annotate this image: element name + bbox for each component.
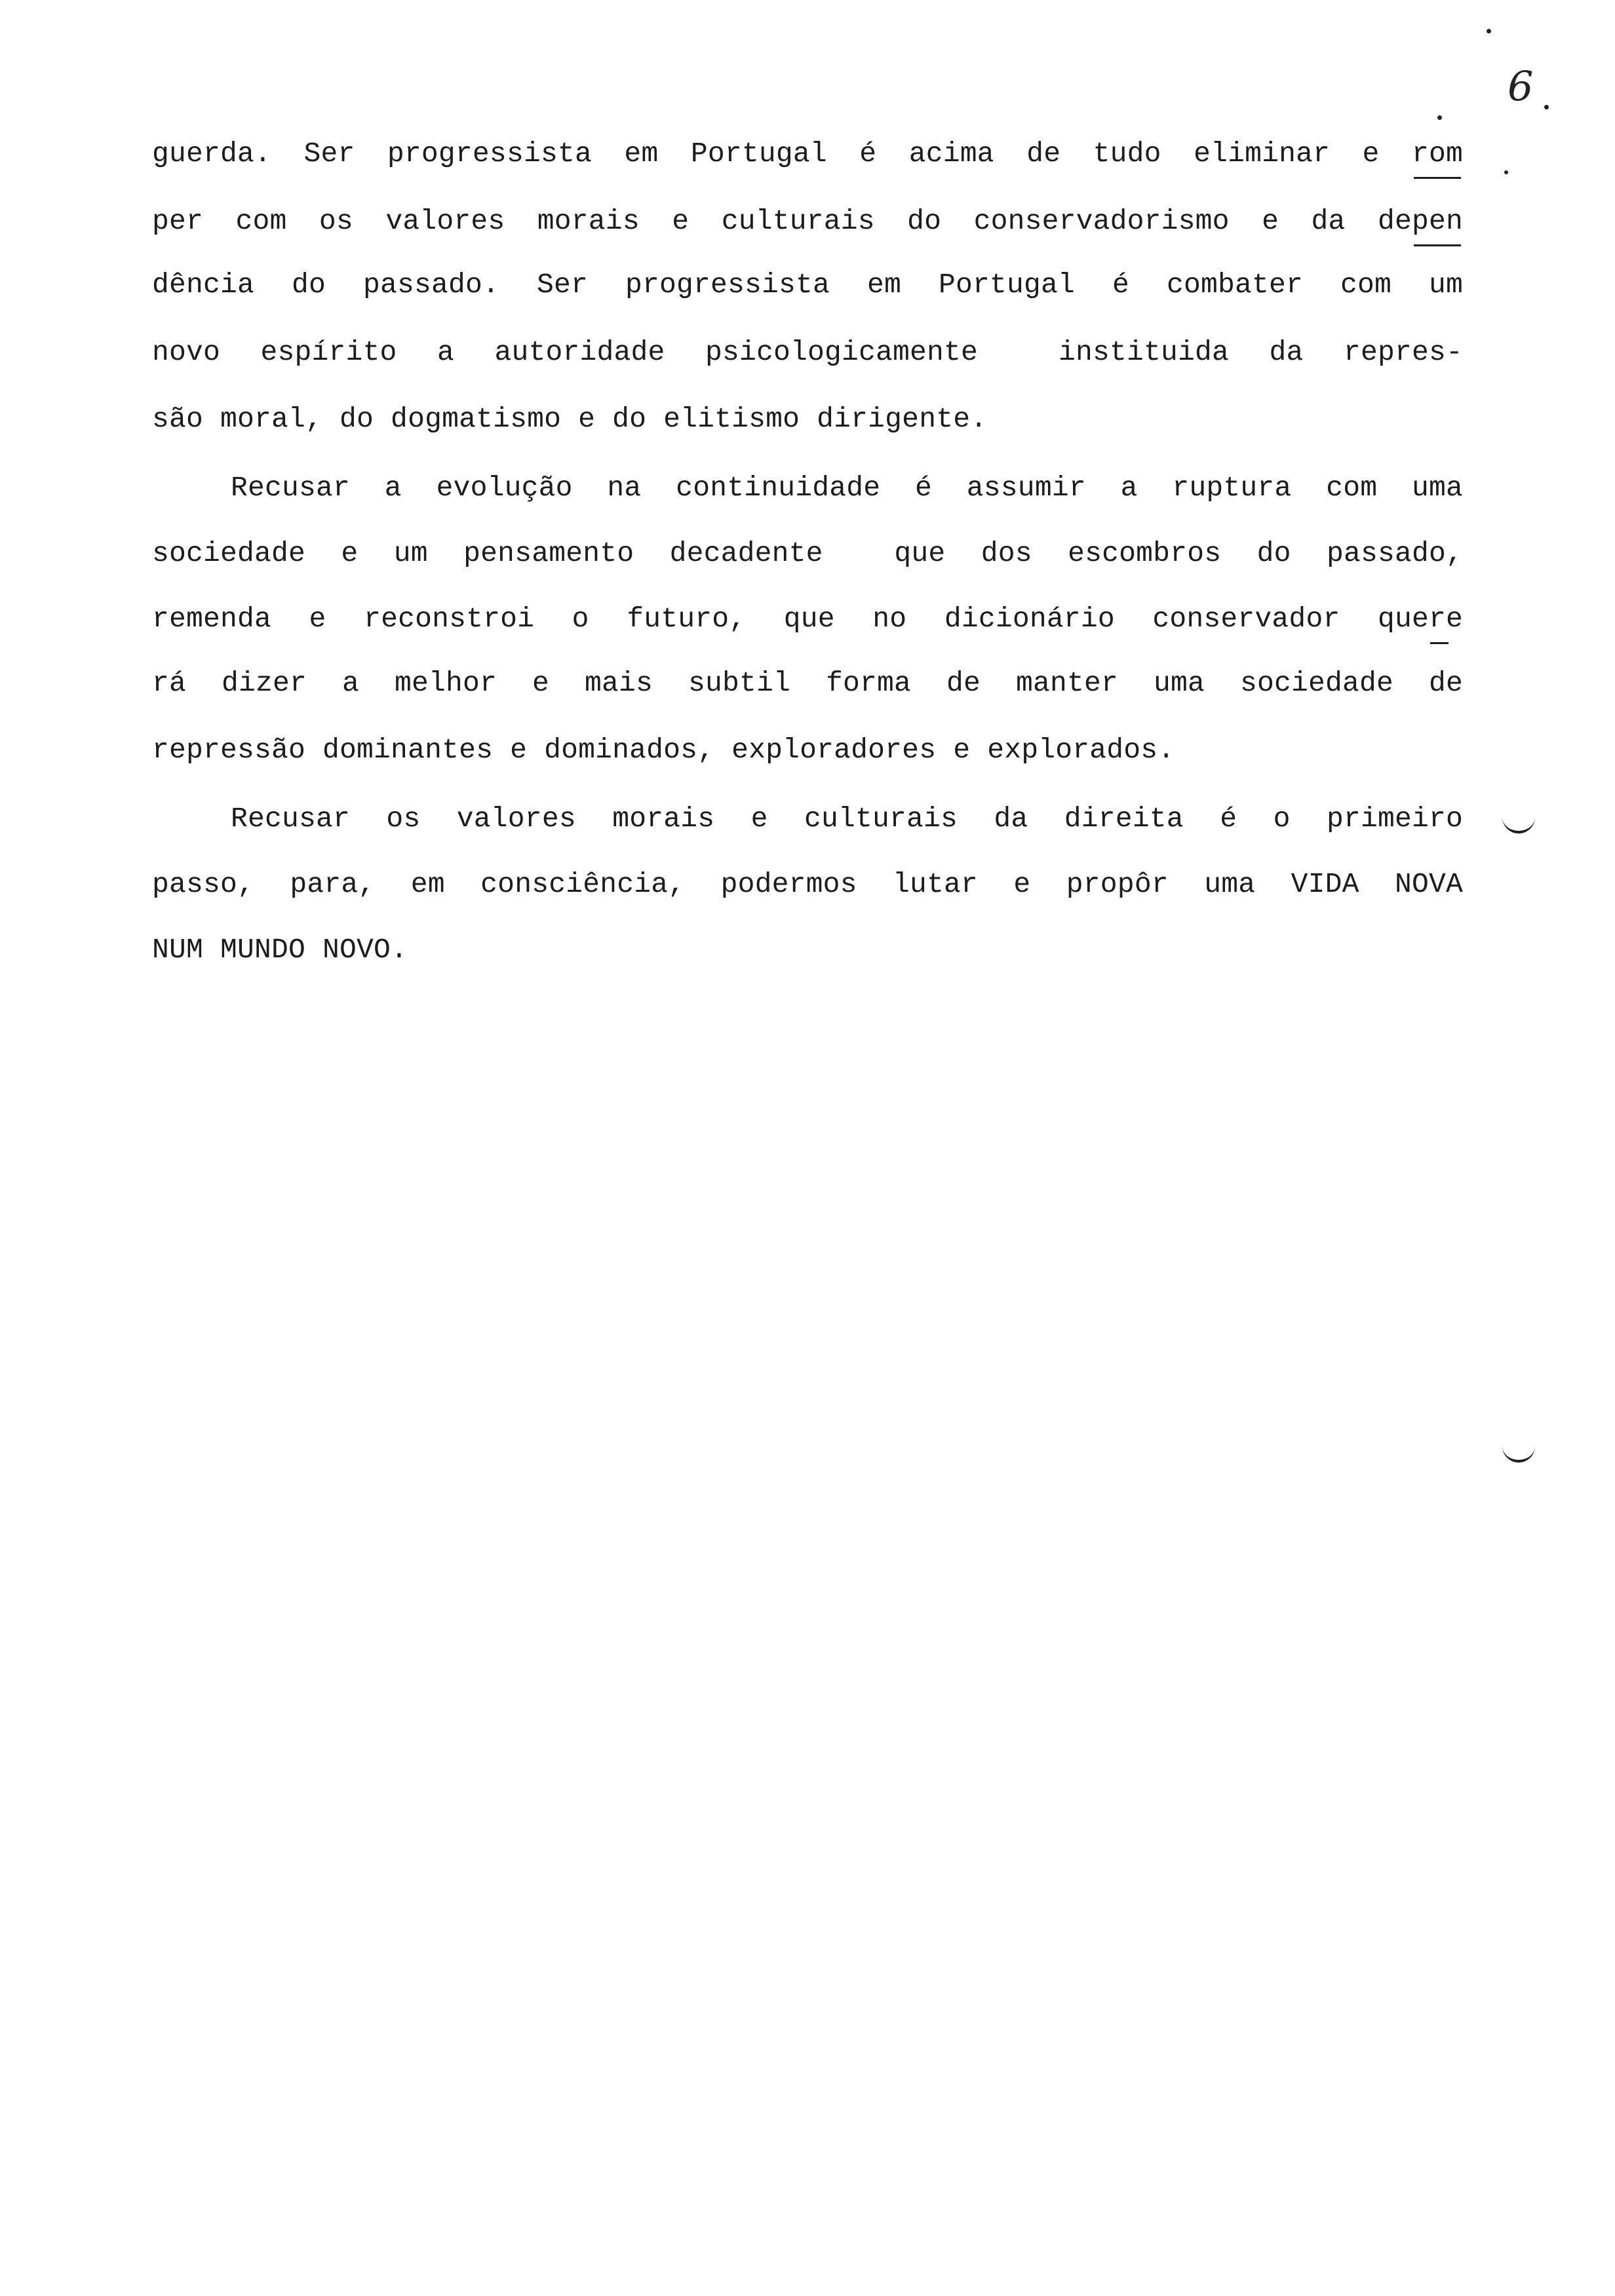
text-line: repressão dominantes e dominados, exploradores e explorados. (152, 734, 1175, 766)
text-line: remenda e reconstroi o futuro, que no dicionário conservador quere (152, 603, 1463, 635)
text-line: passo, para, em consciência, podermos lutar e propôr uma VIDA NOVA (152, 868, 1463, 900)
syllable-underline (1414, 244, 1461, 246)
syllable-underline (1430, 642, 1449, 644)
ink-dot (1544, 105, 1549, 109)
margin-tick-mark (1502, 813, 1535, 833)
text-line: sociedade e um pensamento decadente que dos escombros do passado, (152, 537, 1463, 569)
ink-dot (1487, 29, 1491, 33)
ink-dot (1504, 170, 1508, 174)
text-line: dência do passado. Ser progressista em Portugal é combater com um (152, 269, 1463, 301)
margin-tick-mark (1502, 1442, 1535, 1463)
ink-dot (1437, 115, 1442, 120)
text-line: rá dizer a melhor e mais subtil forma de manter uma sociedade de (152, 667, 1463, 699)
text-line: são moral, do dogmatismo e do elitismo dirigente. (152, 403, 988, 435)
text-line: novo espírito a autoridade psicologicamente instituida da repres- (152, 336, 1463, 368)
text-line: NUM MUNDO NOVO. (152, 934, 408, 966)
text-line: guerda. Ser progressista em Portugal é acima de tudo eliminar e rom (152, 138, 1463, 170)
page-number: 6 (1508, 62, 1534, 110)
syllable-underline (1414, 177, 1461, 179)
text-line: Recusar a evolução na continuidade é assumir a ruptura com uma (231, 472, 1463, 504)
text-line: per com os valores morais e culturais do conservadorismo e da depen (152, 205, 1463, 237)
text-line: Recusar os valores morais e culturais da direita é o primeiro (231, 803, 1463, 835)
